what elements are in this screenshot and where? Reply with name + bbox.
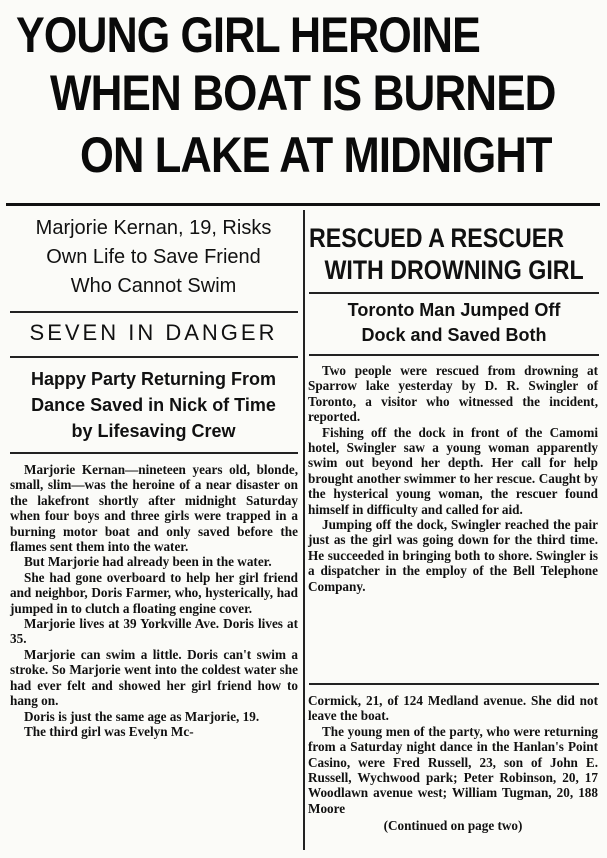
right-rule-3 xyxy=(309,683,599,685)
paragraph: The third girl was Evelyn Mc- xyxy=(24,723,194,739)
deck-line: by Lifesaving Crew xyxy=(71,421,236,441)
paragraph: She had gone overboard to help her girl friend and neighbor, Doris Farmer, who, hysterically, had jumped in to clutch a floating engine cover. xyxy=(10,569,298,616)
right-headline xyxy=(309,222,601,286)
continued-article-body xyxy=(308,693,598,834)
paragraph: Marjorie Kernan—nineteen years old, blonde, small, slim—was the heroine of a near disaster on the lakefront shortly after midnight Saturday when four boys and three girls were trapped in a burning motor boat and only saved before the flames sent them into the water. xyxy=(10,462,298,555)
deck-line: Marjorie Kernan, 19, Risks xyxy=(35,217,272,239)
paragraph: Cormick, 21, of 124 Medland avenue. She did not leave the boat. xyxy=(308,693,598,724)
headline-rule xyxy=(6,203,600,206)
headline-line-2: WHEN BOAT IS BURNED xyxy=(50,65,556,121)
deck-line: Happy Party Returning From xyxy=(30,369,277,389)
headline-line-1: YOUNG GIRL HEROINE xyxy=(16,7,480,63)
deck-line: Dock and Saved Both xyxy=(361,325,547,345)
paragraph: Marjorie can swim a little. Doris can't swim a stroke. So Marjorie went into the coldest water she had ever felt and showed her girl friend how to hang on. xyxy=(10,646,298,709)
paragraph: Two people were rescued from drowning at Sparrow lake yesterday by D. R. Swingler of Toronto, a visitor who witnessed the incident, reported. xyxy=(308,363,598,425)
right-deck xyxy=(306,298,602,348)
left-rule-1 xyxy=(10,311,298,313)
left-rule-3 xyxy=(10,452,298,454)
column-divider xyxy=(303,210,305,850)
left-deck-2: SEVEN IN DANGER xyxy=(29,320,278,345)
right-headline-line-2: WITH DROWNING GIRL xyxy=(324,255,584,285)
paragraph: The young men of the party, who were returning from a Saturday night dance in the Hanlan's Point Casino, were Fred Russell, 23, son of John E. Russell, Wychwood park; Peter Robinson, 20, 17 Woodlawn avenue west; William Tugman, 20, 188 Moore xyxy=(308,723,598,816)
left-deck-3 xyxy=(6,366,301,444)
right-rule-1 xyxy=(309,292,599,294)
headline-line-3: ON LAKE AT MIDNIGHT xyxy=(80,127,552,183)
paragraph: Jumping off the dock, Swingler reached the pair just as the girl was going down for the third time. He succeeded in bringing both to shore. Swingler is a dispatcher in the employ of the Bell Telephone Company. xyxy=(308,517,598,594)
left-deck-1 xyxy=(6,214,301,301)
deck-line: Own Life to Save Friend xyxy=(46,246,261,268)
paragraph: Doris is just the same age as Marjorie, 19. xyxy=(24,708,260,724)
left-article-body xyxy=(10,462,298,739)
right-article-body xyxy=(308,363,598,594)
right-headline-line-1: RESCUED A RESCUER xyxy=(309,223,565,253)
paragraph: But Marjorie had already been in the water. xyxy=(24,554,272,570)
paragraph: Marjorie lives at 39 Yorkville Ave. Doris lives at 35. xyxy=(10,616,298,647)
right-rule-2 xyxy=(309,354,599,356)
continued-note: (Continued on page two) xyxy=(383,818,523,834)
deck-line: Dance Saved in Nick of Time xyxy=(31,395,276,415)
deck-line: Who Cannot Swim xyxy=(70,275,237,297)
paragraph: Fishing off the dock in front of the Camomi hotel, Swingler saw a young woman apparently swim out beyond her depth. Her call for help brought another swimmer to her rescue. Caught by the hysterical young woman, the rescuer found himself in difficulty and called for aid. xyxy=(308,424,598,517)
deck-line: Toronto Man Jumped Off xyxy=(347,300,561,320)
left-rule-2 xyxy=(10,356,298,358)
